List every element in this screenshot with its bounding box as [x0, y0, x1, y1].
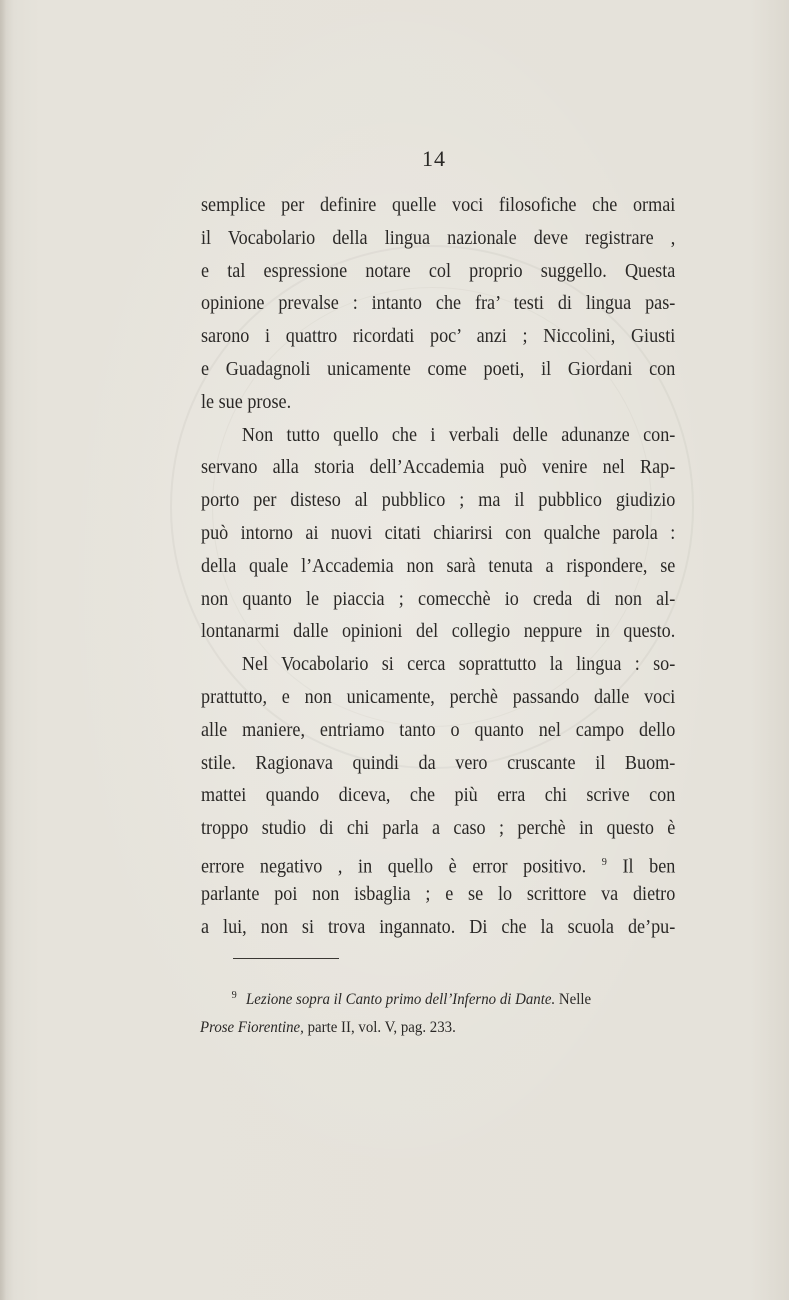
text-line: troppo studio di chi parla a caso ; perchè in questo è — [201, 818, 676, 840]
text-line: a lui, non si trova ingannato. Di che la scuola de’pu- — [201, 916, 676, 938]
text-line: può intorno ai nuovi citati chiarirsi con qualche parola : — [201, 522, 676, 544]
footnote-separator — [233, 958, 339, 959]
text-line: e tal espressione notare col proprio suggello. Questa — [201, 260, 676, 282]
footnote-work: Prose Fiorentine, — [200, 1019, 304, 1036]
text-line: prattutto, e non unicamente, perchè passando dalle voci — [201, 686, 676, 708]
footnote — [200, 981, 676, 1042]
paragraph-start-line: Non tutto quello che i verbali delle adunanze con- — [241, 424, 676, 446]
page-number: 14 — [422, 146, 446, 171]
text-line: lontanarmi dalle opinioni del collegio neppure in questo. — [201, 621, 676, 643]
text-line: porto per disteso al pubblico ; ma il pubblico giudizio — [201, 490, 676, 512]
text-line: servano alla storia dell’Accademia può venire nel Rap- — [201, 457, 676, 479]
footnote-line — [200, 981, 676, 1014]
body-text — [201, 190, 675, 944]
text-line: alle maniere, entriamo tanto o quanto nel campo dello — [201, 719, 676, 741]
text-line: mattei quando diceva, che più erra chi scrive con — [201, 785, 676, 807]
text-segment: errore negativo , in quello è error positivo. — [201, 856, 587, 878]
footnote-citation: parte II, vol. V, pag. 233. — [307, 1019, 456, 1036]
text-line: non quanto le piaccia ; comecchè io creda di non al- — [201, 588, 676, 610]
text-line: opinione prevalse : intanto che fra’ testi di lingua pas- — [201, 293, 676, 315]
text-line: il Vocabolario della lingua nazionale deve registrare , — [201, 227, 676, 249]
text-segment: Il ben — [622, 856, 676, 878]
text-line: e Guadagnoli unicamente come poeti, il Giordani con — [201, 358, 676, 380]
text-line-with-footnote-ref — [201, 846, 675, 879]
text-line: stile. Ragionava quindi da vero cruscante il Buom- — [201, 752, 676, 774]
paragraph-start-line: Nel Vocabolario si cerca soprattutto la lingua : so- — [241, 654, 676, 676]
text-line: sarono i quattro ricordati poc’ anzi ; Niccolini, Giusti — [201, 326, 676, 348]
text-line: della quale l’Accademia non sarà tenuta a rispondere, se — [201, 555, 676, 577]
footnote-title: Lezione sopra il Canto primo dell’Inferno di Dante. — [246, 991, 556, 1008]
text-line: semplice per definire quelle voci filosofiche che ormai — [201, 195, 676, 216]
footnote-text: Nelle — [558, 991, 592, 1008]
text-line: le sue prose. — [201, 391, 292, 413]
footnote-mark: 9 — [231, 989, 237, 1001]
footnote-line — [200, 1014, 676, 1042]
text-line: parlante poi non isbaglia ; e se lo scrittore va dietro — [201, 883, 676, 905]
page-edge-shadow — [0, 0, 6, 1300]
footnote-reference[interactable]: 9 — [601, 855, 607, 868]
